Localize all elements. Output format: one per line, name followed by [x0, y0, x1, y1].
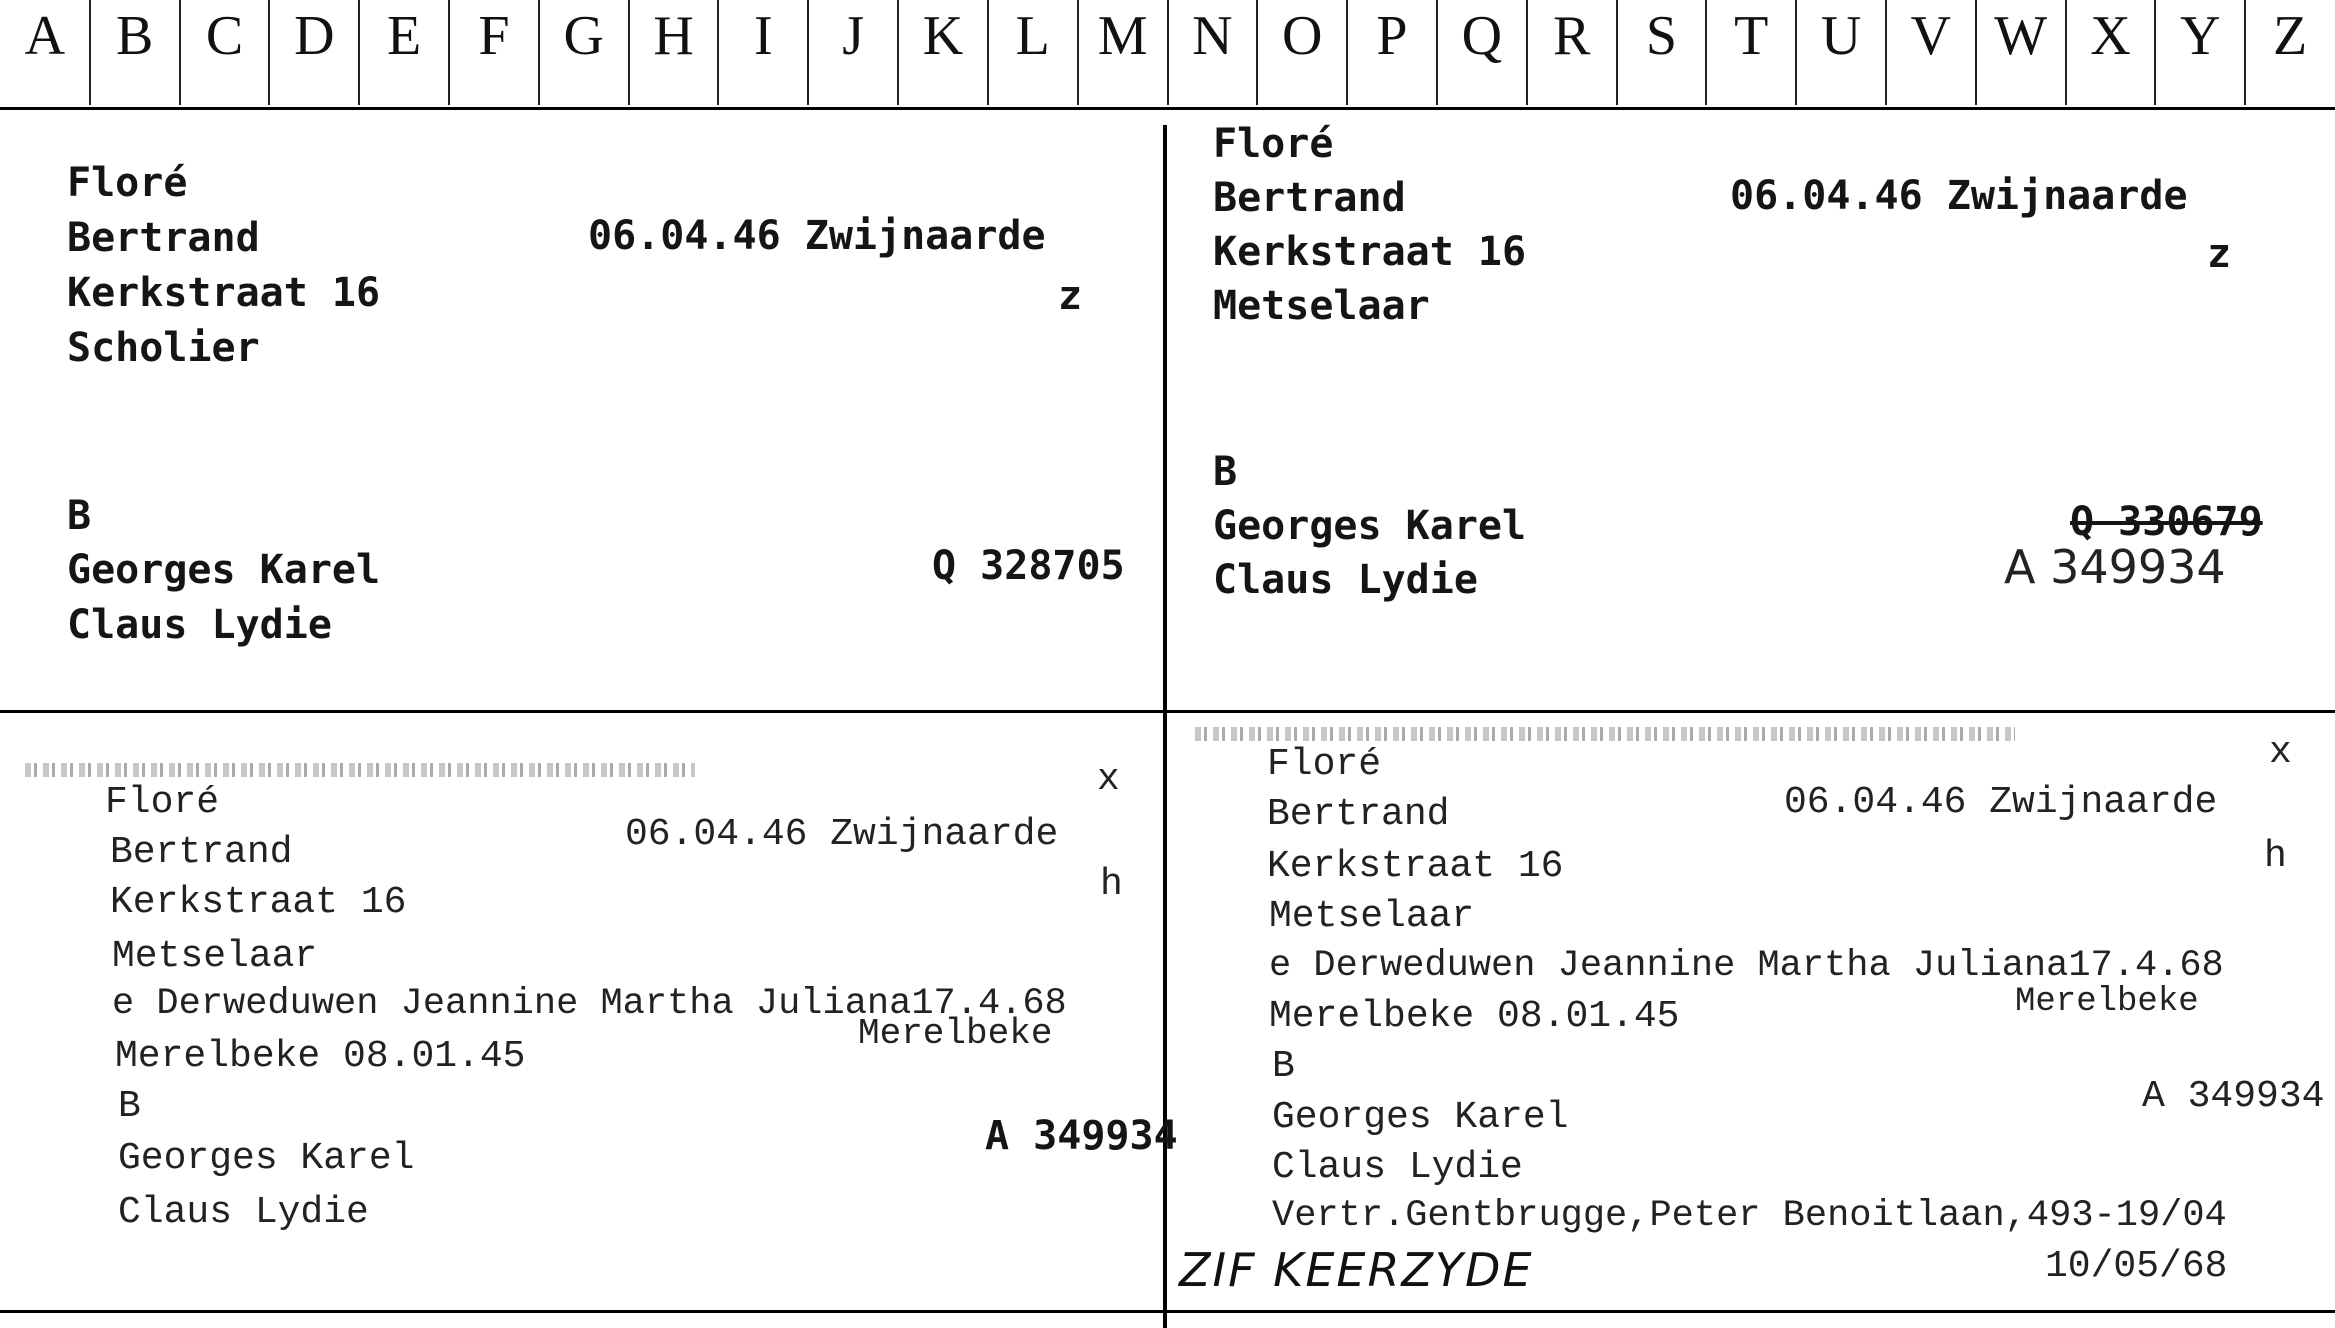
handwritten-note: ZIF KEERZYDE: [1179, 1243, 1534, 1297]
old-record-number-struck: Q 330679: [2070, 499, 2263, 545]
surname: Floré: [105, 781, 220, 824]
category-letter: B: [118, 1085, 141, 1128]
alphabet-letter-label: Q: [1461, 5, 1503, 67]
alphabet-index-strip: [0, 0, 2335, 110]
father-name: Georges Karel: [1213, 503, 1527, 549]
alphabet-separator: [1346, 0, 1348, 105]
alphabet-letter-label: F: [478, 5, 510, 67]
street-address: Kerkstraat 16: [67, 270, 381, 316]
alphabet-letter-t: [1706, 0, 1796, 110]
street-address: Kerkstraat 16: [1213, 229, 1527, 275]
alphabet-separator: [628, 0, 630, 105]
alphabet-separator: [268, 0, 270, 105]
alphabet-letter-o: [1257, 0, 1347, 110]
alphabet-separator: [1167, 0, 1169, 105]
spouse-birth: Merelbeke 08.01.45: [1269, 995, 1680, 1038]
category-letter: B: [1213, 449, 1238, 495]
alphabet-separator: [1705, 0, 1707, 105]
alphabet-letter-label: S: [1645, 5, 1677, 67]
alphabet-separator: [179, 0, 181, 105]
alphabet-letter-q: [1437, 0, 1527, 110]
alphabet-letter-label: N: [1192, 5, 1233, 67]
alphabet-separator: [1616, 0, 1618, 105]
category-letter: B: [67, 493, 92, 539]
marriage-place: Merelbeke: [2015, 983, 2199, 1021]
code-letter: h: [2264, 835, 2287, 878]
alphabet-letter-label: O: [1281, 5, 1323, 67]
alphabet-separator: [1077, 0, 1079, 105]
alphabet-letter-label: W: [1994, 5, 2048, 67]
alphabet-separator: [448, 0, 450, 105]
alphabet-letter-d: [269, 0, 359, 110]
smudge-mark: [1195, 727, 2015, 741]
street-address: Kerkstraat 16: [1267, 845, 1564, 888]
alphabet-separator: [1256, 0, 1258, 105]
occupation: Scholier: [67, 325, 260, 371]
record-number: A 349934: [985, 1113, 1178, 1159]
alphabet-separator: [1975, 0, 1977, 105]
alphabet-separator: [987, 0, 989, 105]
departure-date: 10/05/68: [2045, 1245, 2228, 1288]
alphabet-letter-label: G: [563, 5, 604, 67]
mark-x: x: [2269, 731, 2292, 774]
father-name: Georges Karel: [118, 1137, 415, 1180]
alphabet-letter-label: V: [1910, 5, 1952, 67]
record-number: A 349934: [2142, 1075, 2325, 1118]
alphabet-letter-label: E: [387, 5, 422, 67]
alphabet-letter-label: Z: [2272, 5, 2308, 67]
alphabet-letter-w: [1976, 0, 2066, 110]
alphabet-letter-u: [1796, 0, 1886, 110]
mother-name: Claus Lydie: [67, 602, 332, 648]
father-name: Georges Karel: [1272, 1096, 1569, 1139]
mother-name: Claus Lydie: [1213, 557, 1478, 603]
spouse-birth: Merelbeke 08.01.45: [115, 1035, 526, 1078]
street-address: Kerkstraat 16: [110, 881, 407, 924]
surname: Floré: [1213, 121, 1334, 167]
alphabet-letter-g: [539, 0, 629, 110]
alphabet-letter-l: [988, 0, 1078, 110]
alphabet-letter-c: [180, 0, 270, 110]
alphabet-letter-label: R: [1552, 5, 1591, 67]
alphabet-letter-a: [0, 0, 90, 110]
alphabet-letter-e: [359, 0, 449, 110]
alphabet-letter-i: [718, 0, 808, 110]
alphabet-letter-label: M: [1097, 5, 1148, 67]
alphabet-letter-label: K: [922, 5, 964, 67]
departure-address: Vertr.Gentbrugge,Peter Benoitlaan,493-19/04: [1272, 1195, 2227, 1237]
alphabet-letter-x: [2066, 0, 2156, 110]
record-number: Q 328705: [932, 543, 1125, 589]
alphabet-separator: [1885, 0, 1887, 105]
alphabet-separator: [897, 0, 899, 105]
alphabet-letter-k: [898, 0, 988, 110]
birth-date-place: 06.04.46 Zwijnaarde: [625, 813, 1059, 856]
spouse: e Derweduwen Jeannine Martha Juliana17.4.68: [1269, 945, 2224, 987]
alphabet-separator: [2244, 0, 2246, 105]
occupation: Metselaar: [1269, 895, 1475, 938]
alphabet-separator: [1526, 0, 1528, 105]
alphabet-letter-j: [808, 0, 898, 110]
alphabet-letter-label: Y: [2180, 5, 2221, 67]
alphabet-letter-label: B: [116, 5, 154, 67]
record-number: A 349934: [2004, 540, 2226, 594]
alphabet-letter-label: X: [2090, 5, 2131, 67]
first-name: Bertrand: [110, 831, 293, 874]
alphabet-separator: [807, 0, 809, 105]
alphabet-letter-label: A: [24, 5, 66, 67]
alphabet-letter-label: J: [842, 5, 865, 67]
alphabet-letter-v: [1886, 0, 1976, 110]
surname: Floré: [1267, 743, 1382, 786]
alphabet-letter-r: [1527, 0, 1617, 110]
alphabet-separator: [538, 0, 540, 105]
alphabet-letter-label: C: [205, 5, 244, 67]
code-letter: z: [1058, 273, 1083, 319]
alphabet-letter-label: L: [1015, 5, 1050, 67]
bottom-border: [0, 1310, 2335, 1313]
card-top-right: [1167, 115, 2335, 710]
alphabet-separator: [2065, 0, 2067, 105]
alphabet-letter-label: H: [653, 5, 694, 67]
mark-x: x: [1097, 758, 1120, 801]
alphabet-separator: [717, 0, 719, 105]
birth-date-place: 06.04.46 Zwijnaarde: [1730, 173, 2188, 219]
alphabet-letter-label: P: [1376, 5, 1408, 67]
alphabet-letter-b: [90, 0, 180, 110]
alphabet-letter-f: [449, 0, 539, 110]
alphabet-letter-z: [2245, 0, 2335, 110]
spouse: e Derweduwen Jeannine Martha Juliana17.4.68: [112, 983, 1067, 1025]
alphabet-letter-y: [2155, 0, 2245, 110]
surname: Floré: [67, 160, 188, 206]
alphabet-letter-m: [1078, 0, 1168, 110]
father-name: Georges Karel: [67, 547, 381, 593]
alphabet-letter-s: [1617, 0, 1707, 110]
alphabet-separator: [358, 0, 360, 105]
category-letter: B: [1272, 1045, 1295, 1088]
alphabet-separator: [1795, 0, 1797, 105]
occupation: Metselaar: [112, 935, 318, 978]
birth-date-place: 06.04.46 Zwijnaarde: [1784, 781, 2218, 824]
alphabet-letter-p: [1347, 0, 1437, 110]
code-letter: z: [2207, 231, 2232, 277]
code-letter: h: [1100, 863, 1123, 906]
first-name: Bertrand: [67, 215, 260, 261]
alphabet-letter-label: D: [294, 5, 335, 67]
alphabet-letter-label: I: [754, 5, 773, 67]
occupation: Metselaar: [1213, 283, 1430, 329]
first-name: Bertrand: [1213, 175, 1406, 221]
first-name: Bertrand: [1267, 793, 1450, 836]
marriage-place: Merelbeke: [858, 1013, 1053, 1054]
mother-name: Claus Lydie: [1272, 1146, 1523, 1189]
mother-name: Claus Lydie: [118, 1191, 369, 1234]
card-bottom-right: [1167, 713, 2335, 1310]
alphabet-separator: [2154, 0, 2156, 105]
alphabet-letter-label: T: [1734, 5, 1769, 67]
card-bottom-left: [0, 713, 1178, 1310]
alphabet-separator: [89, 0, 91, 105]
birth-date-place: 06.04.46 Zwijnaarde: [588, 213, 1046, 259]
alphabet-letter-label: U: [1820, 5, 1862, 67]
card-top-left: [0, 115, 1163, 710]
alphabet-separator: [1436, 0, 1438, 105]
alphabet-letter-n: [1168, 0, 1258, 110]
smudge-mark: [25, 763, 695, 777]
alphabet-letter-h: [629, 0, 719, 110]
